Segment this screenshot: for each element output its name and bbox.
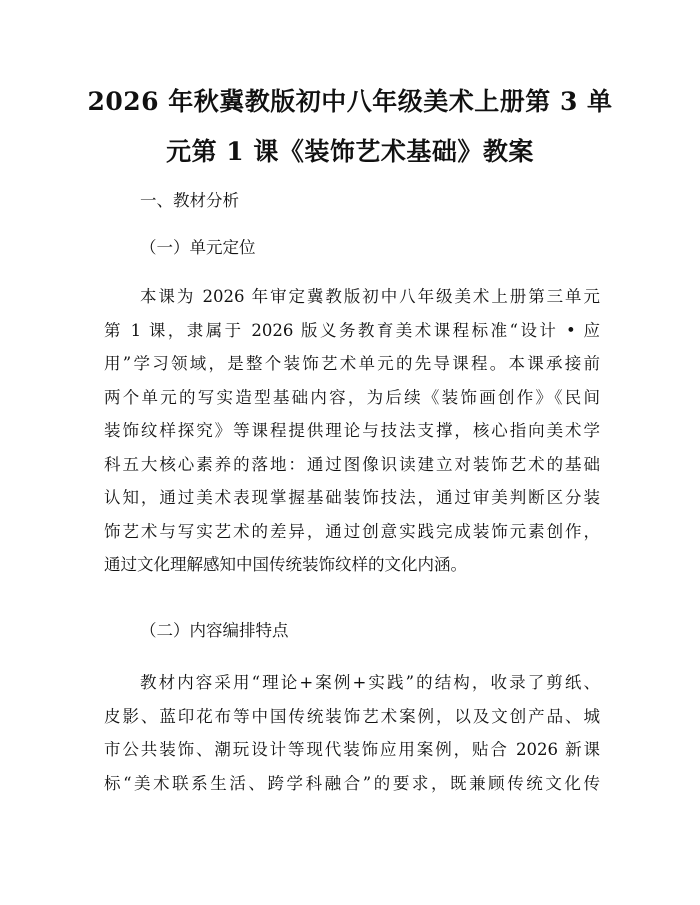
paragraph-1-line: 装饰纹样探究》等课程提供理论与技法支撑，核心指向美术学 — [104, 421, 600, 440]
paragraph-1-line: 认知，通过美术表现掌握基础装饰技法，通过审美判断区分装 — [104, 488, 600, 507]
paragraph-1-line: 饰艺术与写实艺术的差异，通过创意实践完成装饰元素创作， — [104, 522, 600, 541]
paragraph-2-line: 教材内容采用“理论+案例+实践”的结构，收录了剪纸、 — [140, 673, 600, 692]
paragraph-2-line: 市公共装饰、潮玩设计等现代装饰应用案例，贴合 2026 新课 — [104, 740, 600, 759]
subsection-heading-unit-positioning: （一）单元定位 — [140, 238, 256, 257]
section-heading-textbook-analysis: 一、教材分析 — [140, 191, 239, 210]
paragraph-1-line: 科五大核心素养的落地：通过图像识读建立对装饰艺术的基础 — [104, 455, 600, 474]
document-title-line-1: 2026 年秋冀教版初中八年级美术上册第 3 单 — [87, 87, 613, 116]
subsection-heading-content-features: （二）内容编排特点 — [140, 621, 289, 640]
paragraph-2-line: 皮影、蓝印花布等中国传统装饰艺术案例，以及文创产品、城 — [104, 707, 600, 726]
paragraph-1-line: 本课为 2026 年审定冀教版初中八年级美术上册第三单元 — [140, 287, 600, 306]
paragraph-1-line: 通过文化理解感知中国传统装饰纹样的文化内涵。 — [104, 555, 467, 574]
paragraph-1-line: 第 1 课，隶属于 2026 版义务教育美术课程标准“设计 • 应 — [104, 321, 600, 340]
document-title-line-2: 元第 1 课《装饰艺术基础》教案 — [166, 137, 534, 166]
paragraph-1-line: 用”学习领域，是整个装饰艺术单元的先导课程。本课承接前 — [104, 354, 600, 373]
paragraph-2-line: 标“美术联系生活、跨学科融合”的要求，既兼顾传统文化传 — [104, 774, 600, 793]
paragraph-1-line: 两个单元的写实造型基础内容，为后续《装饰画创作》《民间 — [104, 388, 600, 407]
